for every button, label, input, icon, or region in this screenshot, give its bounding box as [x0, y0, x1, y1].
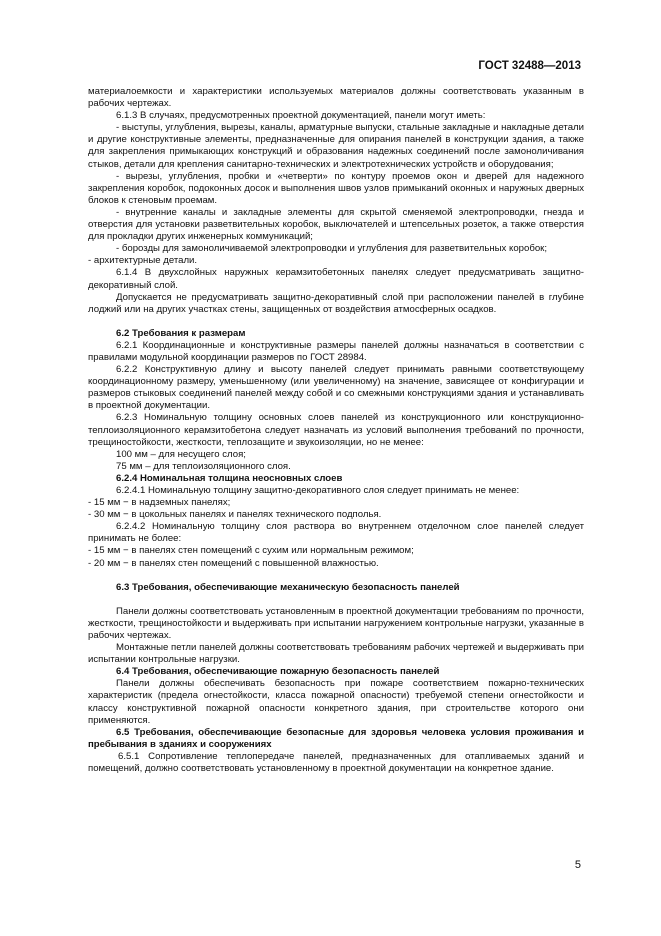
list-item: - внутренние каналы и закладные элементы для скрытой сменяемой электропроводки, гнезда и отверстия для установки разветвительных коробок, выключателей и штепсельных розеток, а также отверстия для прокладки других инженерных коммуникаций;: [88, 206, 584, 243]
list-item: - вырезы, углубления, пробки и «четверти» по контуру проемов окон и дверей для надежного закрепления коробок, подоконных досок и выполнения швов узлов примыканий оконных и наружных дверных блоков к стеновым проемам.: [88, 170, 584, 206]
list-item: - 20 мм − в панелях стен помещений с повышенной влажностью.: [88, 557, 379, 569]
section-heading-6-3: 6.3 Требования, обеспечивающие механическую безопасность панелей: [116, 581, 460, 593]
clause-6-5-1: 6.5.1 Сопротивление теплопередаче панелей, предназначенных для отапливаемых зданий и помещений, должно соответствовать установленному в проектной документации на конкретное здание.: [88, 750, 584, 774]
paragraph: Панели должны соответствовать установленным в проектной документации требованиям по прочности, жесткости, трещиностойкости и выдерживать при испытании нагружением контрольные нагрузки, указанные в рабочих чертежах.: [88, 605, 584, 641]
list-item: - выступы, углубления, вырезы, каналы, арматурные выпуски, стальные закладные и накладные детали и другие конструктивные элементы, предназначенные для опирания панелей в конструкции здания, а также для закрепления примыкающих конструкций и образования надежных соединений после замоноличивания стыков, детали для крепления санитарно-технических и электротехнических устройств и оборудования;: [88, 122, 584, 170]
paragraph: Панели должны обеспечивать безопасность при пожаре соответствием пожарно-технических характеристик (предела огнестойкости, класса пожарной опасности) требуемой степени огнестойкости и классу конструктивной пожарной опасности конкретного здания, при строительстве которого они применяются.: [88, 678, 584, 726]
list-item: 100 мм – для несущего слоя;: [116, 448, 246, 460]
paragraph: Допускается не предусматривать защитно-декоративный слой при расположении панелей в глубине лоджий или на других участках стены, защищенных от воздействия атмосферных осадков.: [88, 291, 584, 315]
section-gap: [88, 316, 584, 328]
clause-6-1-4: 6.1.4 В двухслойных наружных керамзитобетонных панелях следует предусматривать защитно-декоративный слой.: [88, 267, 584, 291]
list-item: - 15 мм − в надземных панелях;: [88, 497, 231, 509]
clause-6-1-3: 6.1.3 В случаях, предусмотренных проектной документацией, панели могут иметь:: [116, 110, 486, 122]
list-item: - 30 мм − в цокольных панелях и панелях технического подполья.: [88, 509, 382, 521]
clause-6-2-1: 6.2.1 Координационные и конструктивные размеры панелей должны назначаться в соответствии с правилами модульной координации размеров по ГОСТ 28984.: [88, 339, 584, 363]
section-heading-6-2: 6.2 Требования к размерам: [116, 327, 246, 339]
clause-6-2-4-1: 6.2.4.1 Номинальную толщину защитно-декоративного слоя следует принимать не менее:: [116, 485, 520, 496]
standard-header: ГОСТ 32488—2013: [478, 60, 581, 72]
section-gap: [88, 594, 584, 606]
clause-6-2-2: 6.2.2 Конструктивную длину и высоту панелей следует принимать равными соответствующему координационному размеру, уменьшенному (или увеличенному) на значение, зависящее от конфигурации и размеров стыковых соединений панелей между собой и со смежными конструкциями здания и устанавливать в проектной документации.: [88, 364, 584, 412]
document-body: [88, 86, 584, 775]
page-number: 5: [574, 859, 581, 871]
list-item: - борозды для замоноличиваемой электропроводки и углубления для разветвительных коробок;: [116, 243, 548, 255]
clause-6-2-3: 6.2.3 Номинальную толщину основных слоев панелей из конструкционного или конструкционно-теплоизоляционного керамзитобетона следует назначать из условий выполнения требований по прочности, трещиностойкости, жесткости, теплозащите и звукоизоляции, но не менее:: [88, 412, 584, 448]
section-gap: [88, 570, 584, 582]
paragraph: материалоемкости и характеристики используемых материалов должны соответствовать указанным в рабочих чертежах.: [88, 86, 584, 110]
paragraph: Монтажные петли панелей должны соответствовать требованиям рабочих чертежей и выдерживать при испытании контрольные нагрузки.: [88, 642, 584, 666]
section-heading-6-4: 6.4 Требования, обеспечивающие пожарную безопасность панелей: [116, 666, 440, 678]
list-item: - архитектурные детали.: [88, 255, 198, 267]
clause-6-2-4-2: 6.2.4.2 Номинальную толщину слоя раствора во внутреннем отделочном слое панелей следует принимать не более:: [88, 521, 584, 545]
section-heading-6-2-4: 6.2.4 Номинальная толщина неосновных слоев: [116, 472, 343, 484]
list-item: - 15 мм − в панелях стен помещений с сухим или нормальным режимом;: [88, 545, 414, 557]
list-item: 75 мм – для теплоизоляционного слоя.: [116, 460, 291, 472]
section-heading-6-5: 6.5 Требования, обеспечивающие безопасные для здоровья человека условия проживания и пребывания в зданиях и сооружениях: [88, 726, 584, 750]
